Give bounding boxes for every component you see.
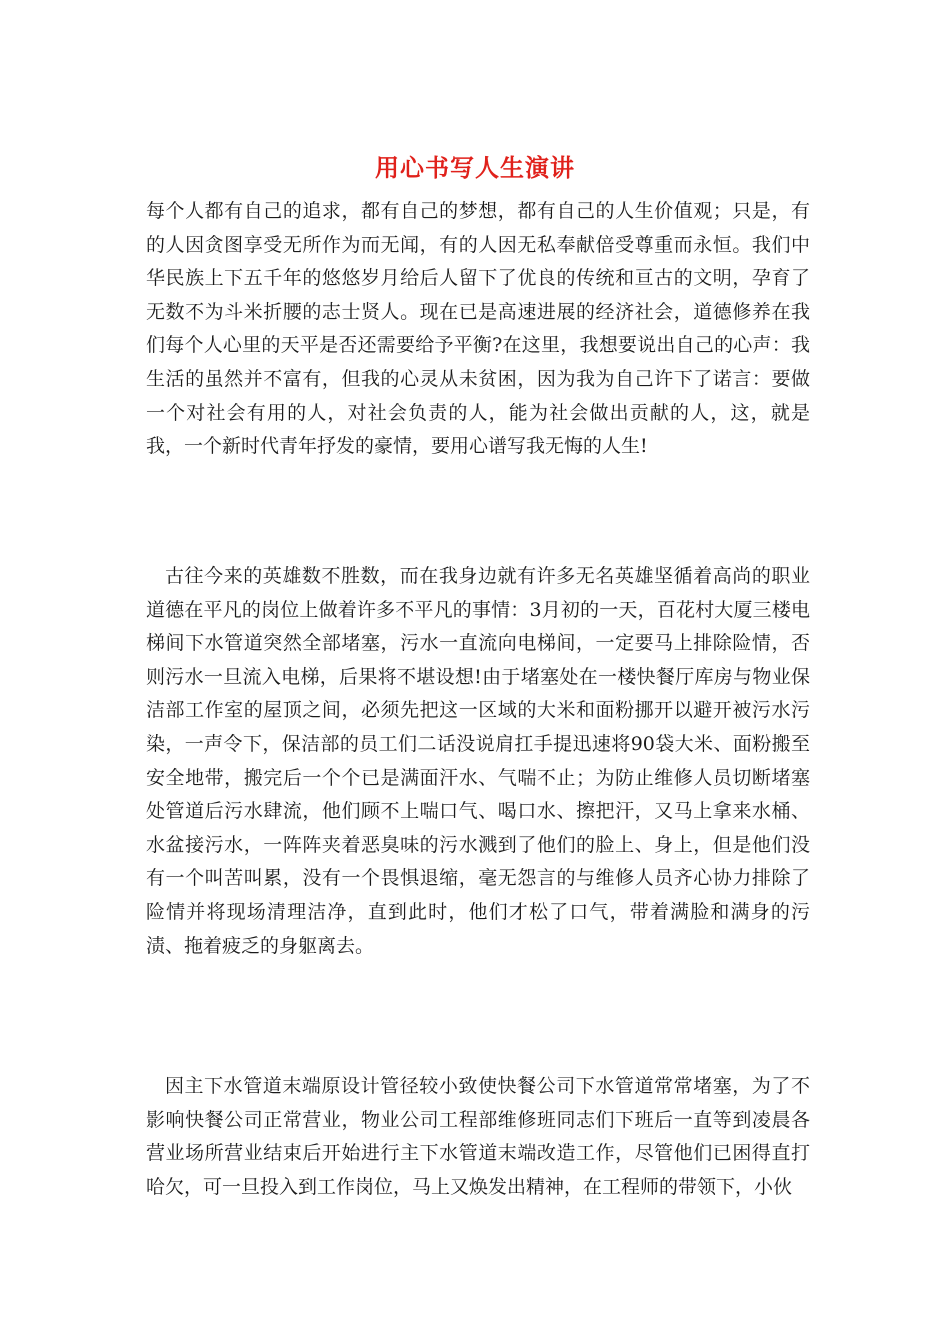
paragraph-intro: 每个人都有自己的追求，都有自己的梦想，都有自己的人生价值观；只是，有的人因贪图享受无所作为而无闻，有的人因无私奉献倍受尊重而永恒。我们中华民族上下五千年的悠悠岁月给后人留下了优良的传统和亘古的文明，孕育了无数不为斗米折腰的志士贤人。现在已是高速进展的经济社会，道德修养在我们每个人心里的天平是否还需要给予平衡?在这里，我想要说出自己的心声：我生活的虽然并不富有，但我的心灵从未贫困，因为我为自己许下了诺言：要做一个对社会有用的人，对社会负责的人，能为社会做出贡献的人，这，就是我，一个新时代青年抒发的豪情，要用心谱写我无悔的人生! <box>146 200 810 458</box>
paragraph-heroes: 古往今来的英雄数不胜数，而在我身边就有许多无名英雄坚循着高尚的职业道德在平凡的岗位上做着许多不平凡的事情：3月初的一天，百花村大厦三楼电梯间下水管道突然全部堵塞，污水一直流向电梯间，一定要马上排除险情，否则污水一旦流入电梯，后果将不堪设想!由于堵塞处在一楼快餐厅库房与物业保洁部工作室的屋顶之间，必须先把这一区域的大米和面粉挪开以避开被污水污染，一声令下，保洁部的员工们二话没说肩扛手提迅速将90袋大米、面粉搬至安全地带，搬完后一个个已是满面汗水、气喘不止；为防止维修人员切断堵塞处管道后污水肆流，他们顾不上喘口气、喝口水、擦把汗，又马上拿来水桶、水盆接污水，一阵阵夹着恶臭味的污水溅到了他们的脸上、身上，但是他们没有一个叫苦叫累，没有一个畏惧退缩，毫无怨言的与维修人员齐心协力排除了险情并将现场清理洁净，直到此时，他们才松了口气，带着满脸和满身的污渍、拖着疲乏的身躯离去。 <box>146 565 810 957</box>
paragraph-pipe-renovation: 因主下水管道末端原设计管径较小致使快餐公司下水管道常常堵塞，为了不影响快餐公司正常营业，物业公司工程部维修班同志们下班后一直等到凌晨各营业场所营业结束后开始进行主下水管道末端改造工作，尽管他们已困得直打哈欠，可一旦投入到工作岗位，马上又焕发出精神，在工程师的带领下，小伙 <box>146 1075 810 1198</box>
document-title: 用心书写人生演讲 <box>375 153 575 182</box>
